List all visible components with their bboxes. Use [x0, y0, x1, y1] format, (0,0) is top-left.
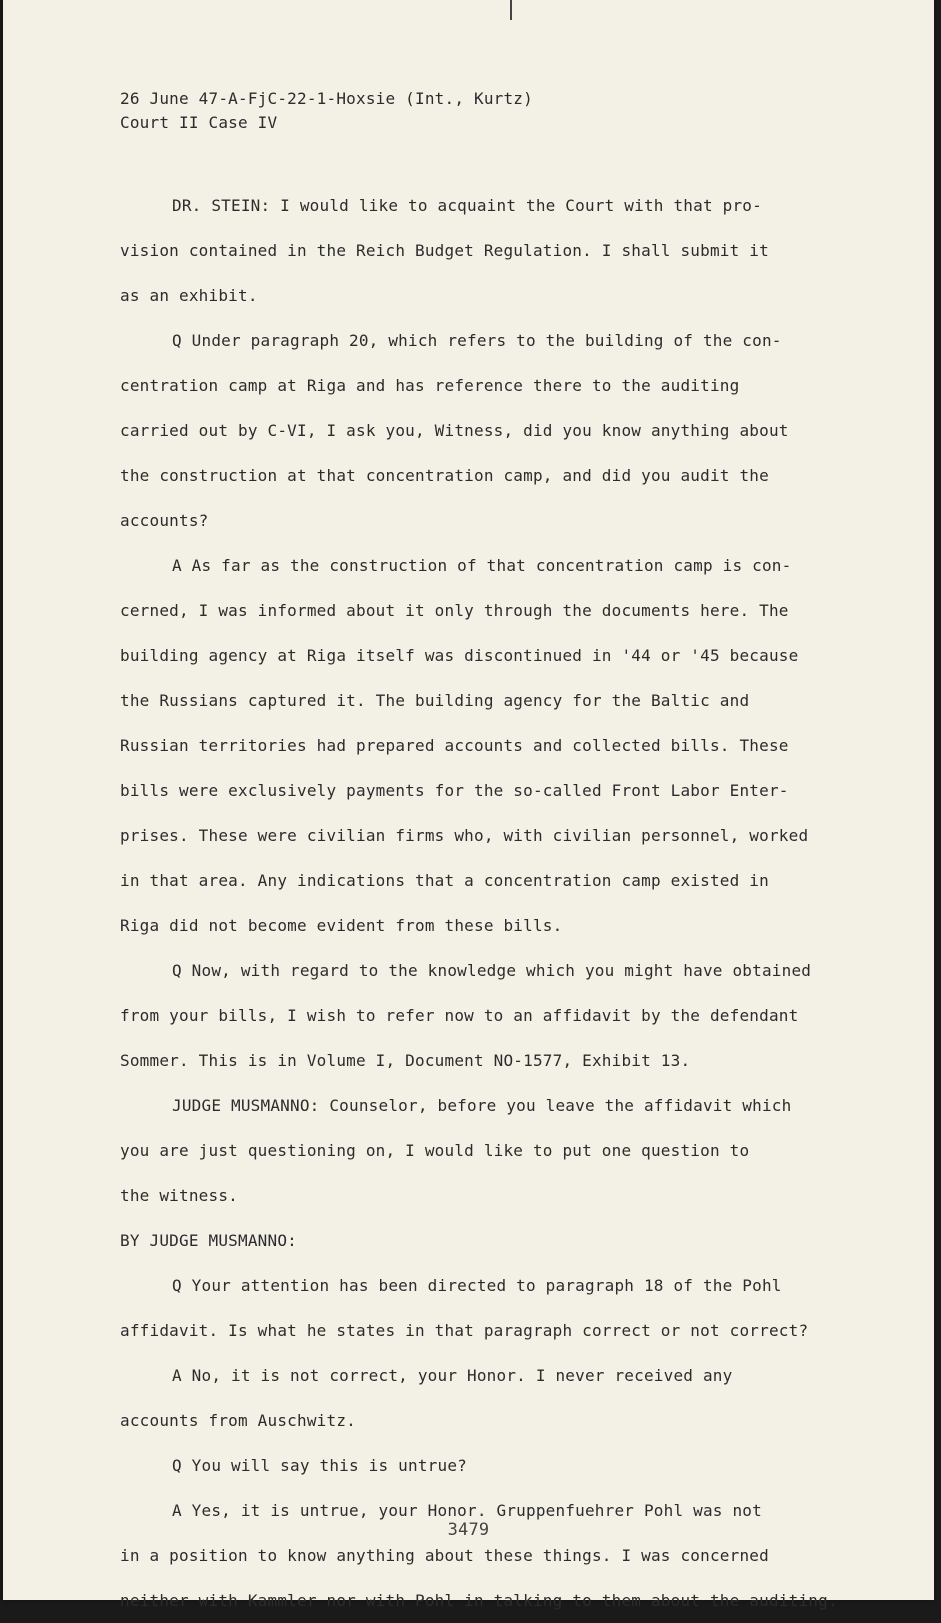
transcript-line: A As far as the construction of that concentration camp is con- [172, 556, 792, 575]
document-page [3, 0, 934, 1610]
transcript-line: accounts from Auschwitz. [120, 1411, 356, 1430]
transcript-line: the witness. [120, 1186, 238, 1205]
transcript-line: from your bills, I wish to refer now to an affidavit by the defendant [120, 1006, 799, 1025]
page-number: 3479 [447, 1520, 490, 1540]
transcript-line: carried out by C-VI, I ask you, Witness, did you know anything about [120, 421, 789, 440]
transcript-line: JUDGE MUSMANNO: Counselor, before you leave the affidavit which [172, 1096, 792, 1115]
transcript-line: affidavit. Is what he states in that paragraph correct or not correct? [120, 1321, 809, 1340]
transcript-line: Q Under paragraph 20, which refers to the building of the con- [172, 331, 782, 350]
transcript-body [120, 183, 880, 1623]
transcript-line: building agency at Riga itself was discontinued in '44 or '45 because [120, 646, 799, 665]
transcript-line: vision contained in the Reich Budget Regulation. I shall submit it [120, 241, 769, 260]
transcript-line: the Russians captured it. The building agency for the Baltic and [120, 691, 750, 710]
transcript-line: centration camp at Riga and has reference there to the auditing [120, 376, 740, 395]
transcript-line: Sommer. This is in Volume I, Document NO-1577, Exhibit 13. [120, 1051, 691, 1070]
transcript-line: prises. These were civilian firms who, with civilian personnel, worked [120, 826, 809, 845]
transcript-line: bills were exclusively payments for the so-called Front Labor Enter- [120, 781, 789, 800]
transcript-line: Riga did not become evident from these bills. [120, 916, 563, 935]
transcript-line: you are just questioning on, I would like to put one question to [120, 1141, 750, 1160]
transcript-line: as an exhibit. [120, 286, 258, 305]
transcript-line: BY JUDGE MUSMANNO: [120, 1231, 297, 1250]
header-line-court: Court II Case IV [120, 113, 278, 132]
transcript-line: in that area. Any indications that a concentration camp existed in [120, 871, 769, 890]
transcript-line: Q Now, with regard to the knowledge which you might have obtained [172, 961, 812, 980]
transcript-line: the construction at that concentration camp, and did you audit the [120, 466, 769, 485]
transcript-line: Q Your attention has been directed to paragraph 18 of the Pohl [172, 1276, 782, 1295]
transcript-line: accounts? [120, 511, 209, 530]
transcript-line: A No, it is not correct, your Honor. I never received any [172, 1366, 733, 1385]
transcript-line: in a position to know anything about these things. I was concerned [120, 1546, 769, 1565]
transcript-line: A Yes, it is untrue, your Honor. Gruppenfuehrer Pohl was not [172, 1501, 762, 1520]
transcript-line: neither with Kammler nor with Pohl in talking to them about the auditing. [120, 1591, 838, 1610]
transcript [3, 0, 934, 1610]
transcript-line: Russian territories had prepared accounts and collected bills. These [120, 736, 789, 755]
transcript-line: DR. STEIN: I would like to acquaint the Court with that pro- [172, 196, 762, 215]
header-line-date: 26 June 47-A-FjC-22-1-Hoxsie (Int., Kurtz) [120, 89, 533, 108]
transcript-line: cerned, I was informed about it only through the documents here. The [120, 601, 789, 620]
transcript-line: Q You will say this is untrue? [172, 1456, 467, 1475]
